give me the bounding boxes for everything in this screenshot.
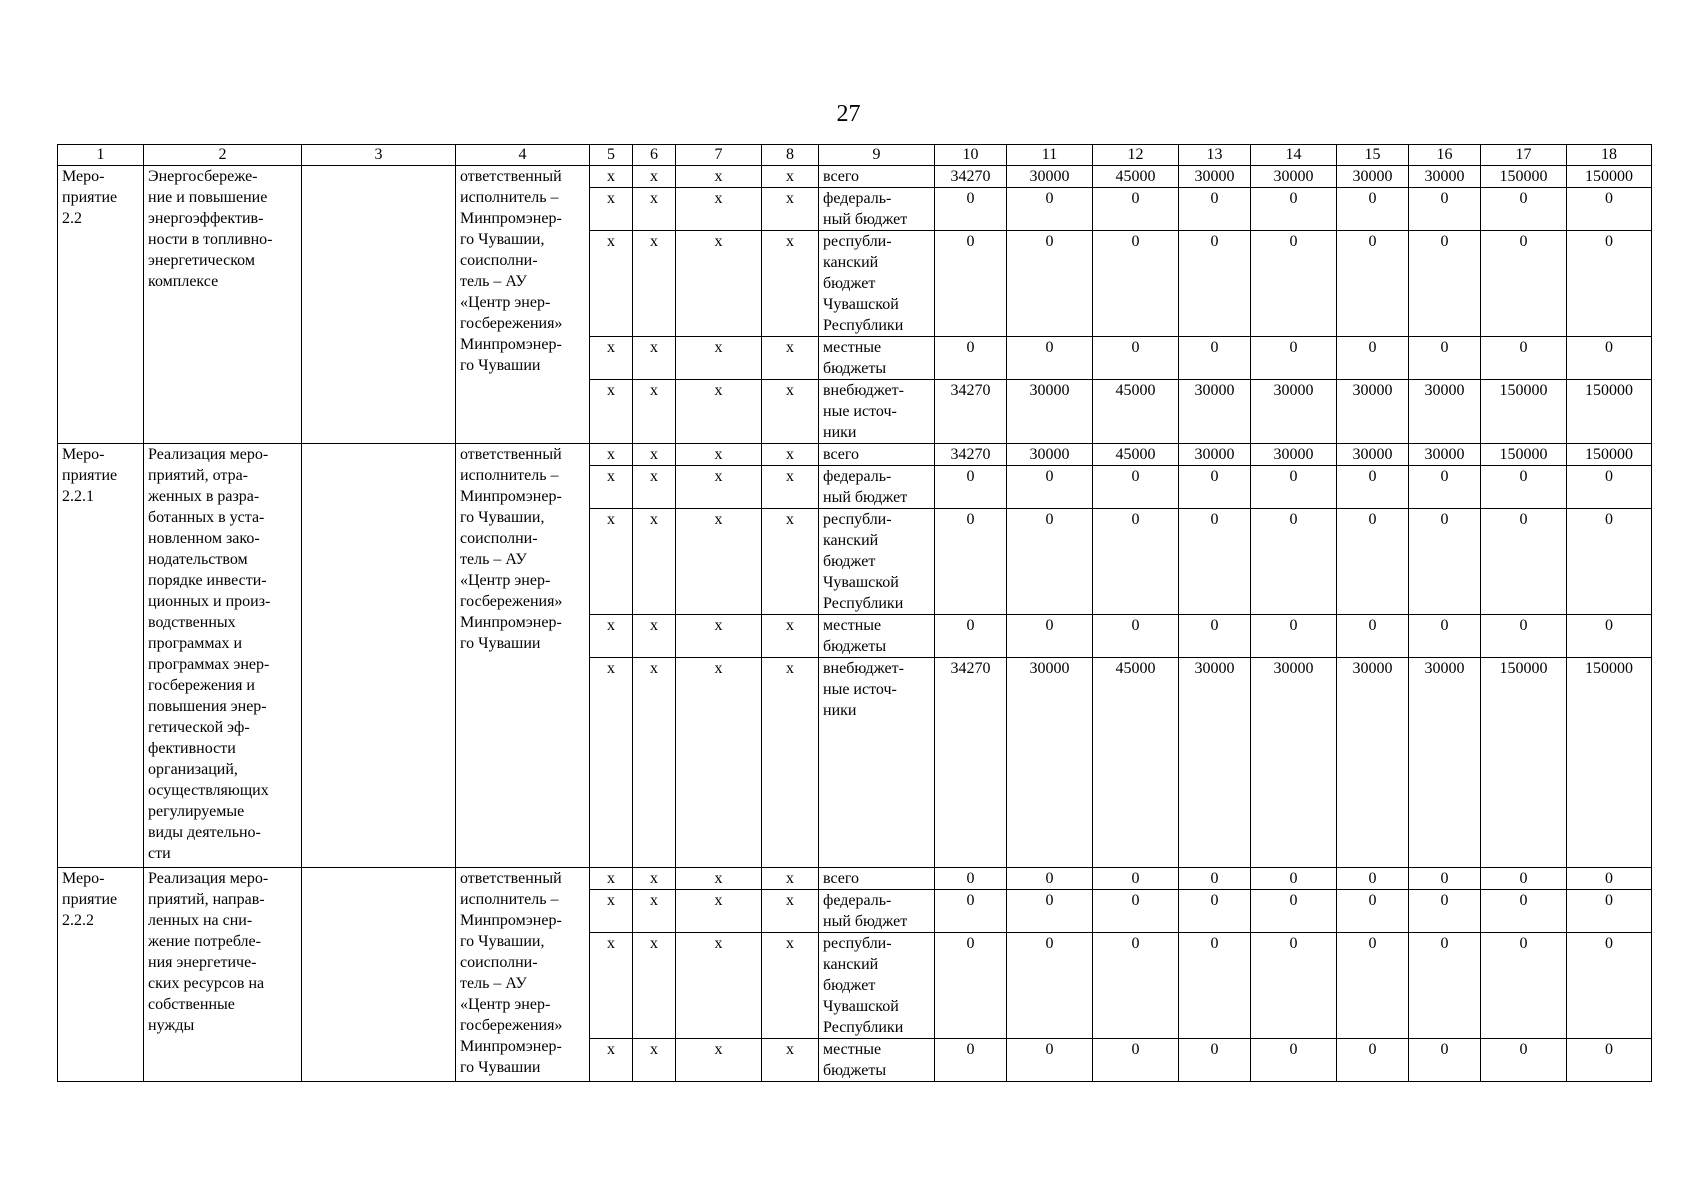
value-cell: 30000 [1179,380,1251,444]
executor-cell: ответственный исполнитель – Минпромэнер- го Чувашии, соисполни- тель – АУ «Центр энер- госбережения» Минпромэнер- го Чувашии [456,444,590,868]
x-mark-cell: x [590,509,633,615]
value-cell: 0 [1409,188,1481,231]
x-mark-cell: x [590,188,633,231]
x-mark-cell: x [633,337,676,380]
x-mark-cell: x [676,509,762,615]
value-cell: 0 [1007,868,1093,890]
value-cell: 0 [1093,868,1179,890]
value-cell: 0 [1007,466,1093,509]
x-mark-cell: x [633,615,676,658]
value-cell: 30000 [1409,166,1481,188]
value-cell: 0 [1093,466,1179,509]
value-cell: 0 [1251,890,1337,933]
value-cell: 0 [1337,188,1409,231]
value-cell: 0 [1409,509,1481,615]
value-cell: 0 [1007,615,1093,658]
value-cell: 0 [1409,231,1481,337]
value-cell: 0 [1481,509,1567,615]
value-cell: 0 [1409,933,1481,1039]
x-mark-cell: x [590,868,633,890]
funding-source: внебюджет- ные источ- ники [819,380,935,444]
x-mark-cell: x [676,188,762,231]
value-cell: 0 [1093,337,1179,380]
value-cell: 0 [1409,890,1481,933]
value-cell: 150000 [1567,380,1652,444]
value-cell: 150000 [1567,166,1652,188]
x-mark-cell: x [633,231,676,337]
funding-source: всего [819,444,935,466]
value-cell: 0 [1251,188,1337,231]
x-mark-cell: x [762,1039,819,1082]
value-cell: 45000 [1093,380,1179,444]
funding-source: внебюджет- ные источ- ники [819,658,935,868]
x-mark-cell: x [762,188,819,231]
value-cell: 150000 [1567,658,1652,868]
x-mark-cell: x [762,868,819,890]
value-cell: 0 [1337,466,1409,509]
x-mark-cell: x [590,231,633,337]
x-mark-cell: x [633,444,676,466]
x-mark-cell: x [590,337,633,380]
value-cell: 0 [1481,615,1567,658]
funding-source: всего [819,868,935,890]
value-cell: 0 [1337,337,1409,380]
x-mark-cell: x [590,444,633,466]
value-cell: 0 [1481,231,1567,337]
header-cell: 3 [302,145,456,166]
value-cell: 150000 [1481,380,1567,444]
value-cell: 0 [1093,231,1179,337]
executor-cell: ответственный исполнитель – Минпромэнер- го Чувашии, соисполни- тель – АУ «Центр энер- госбережения» Минпромэнер- го Чувашии [456,868,590,1082]
value-cell: 0 [1409,615,1481,658]
value-cell: 0 [1251,615,1337,658]
x-mark-cell: x [590,615,633,658]
x-mark-cell: x [762,166,819,188]
value-cell: 150000 [1481,444,1567,466]
x-mark-cell: x [633,890,676,933]
header-cell: 14 [1251,145,1337,166]
header-cell: 8 [762,145,819,166]
value-cell: 30000 [1409,444,1481,466]
value-cell: 30000 [1007,380,1093,444]
value-cell: 30000 [1007,444,1093,466]
x-mark-cell: x [762,658,819,868]
value-cell: 0 [1179,188,1251,231]
value-cell: 0 [1481,1039,1567,1082]
x-mark-cell: x [633,868,676,890]
value-cell: 30000 [1007,658,1093,868]
value-cell: 0 [1409,868,1481,890]
value-cell: 30000 [1409,380,1481,444]
value-cell: 0 [1251,1039,1337,1082]
value-cell: 0 [1481,188,1567,231]
value-cell: 150000 [1567,444,1652,466]
value-cell: 0 [1093,509,1179,615]
page-number: 27 [836,101,861,127]
x-mark-cell: x [676,890,762,933]
value-cell: 0 [1481,933,1567,1039]
value-cell: 30000 [1409,658,1481,868]
x-mark-cell: x [762,933,819,1039]
value-cell: 0 [1567,188,1652,231]
value-cell: 0 [1481,868,1567,890]
value-cell: 30000 [1179,444,1251,466]
value-cell: 0 [1337,1039,1409,1082]
x-mark-cell: x [762,890,819,933]
x-mark-cell: x [590,933,633,1039]
x-mark-cell: x [676,615,762,658]
value-cell: 150000 [1481,658,1567,868]
funding-source: республи- канский бюджет Чувашской Республики [819,509,935,615]
value-cell: 0 [935,466,1007,509]
header-cell: 5 [590,145,633,166]
value-cell: 45000 [1093,658,1179,868]
measure-number: Меро- приятие 2.2.2 [58,868,144,1082]
value-cell: 0 [1179,509,1251,615]
value-cell: 0 [935,1039,1007,1082]
value-cell: 0 [1337,890,1409,933]
header-cell: 11 [1007,145,1093,166]
x-mark-cell: x [676,1039,762,1082]
value-cell: 0 [1007,337,1093,380]
value-cell: 0 [935,933,1007,1039]
value-cell: 0 [1567,509,1652,615]
header-row [58,145,1652,166]
table-row [58,868,1652,890]
funding-source: местные бюджеты [819,615,935,658]
value-cell: 30000 [1179,658,1251,868]
empty-cell [302,166,456,444]
value-cell: 0 [1567,868,1652,890]
value-cell: 0 [1179,890,1251,933]
value-cell: 0 [1179,231,1251,337]
value-cell: 34270 [935,444,1007,466]
value-cell: 150000 [1481,166,1567,188]
value-cell: 0 [1481,337,1567,380]
value-cell: 30000 [1251,166,1337,188]
value-cell: 0 [1337,933,1409,1039]
value-cell: 0 [1337,615,1409,658]
empty-cell [302,868,456,1082]
header-cell: 2 [144,145,302,166]
value-cell: 0 [1251,509,1337,615]
x-mark-cell: x [676,658,762,868]
x-mark-cell: x [762,231,819,337]
value-cell: 0 [935,337,1007,380]
value-cell: 0 [1179,1039,1251,1082]
value-cell: 30000 [1251,380,1337,444]
funding-source: республи- канский бюджет Чувашской Республики [819,933,935,1039]
x-mark-cell: x [676,380,762,444]
value-cell: 0 [935,231,1007,337]
value-cell: 30000 [1007,166,1093,188]
value-cell: 30000 [1337,380,1409,444]
budget-table [57,144,1652,1082]
x-mark-cell: x [762,337,819,380]
x-mark-cell: x [676,337,762,380]
value-cell: 0 [1093,890,1179,933]
value-cell: 0 [1409,1039,1481,1082]
header-cell: 15 [1337,145,1409,166]
measure-name: Реализация меро- приятий, направ- ленных на сни- жение потребле- ния энергетиче- ских ресурсов на собственные нужды [144,868,302,1082]
value-cell: 0 [1567,933,1652,1039]
x-mark-cell: x [762,444,819,466]
value-cell: 0 [1179,615,1251,658]
header-cell: 1 [58,145,144,166]
value-cell: 0 [1093,1039,1179,1082]
empty-cell [302,444,456,868]
value-cell: 0 [1567,466,1652,509]
value-cell: 0 [1007,1039,1093,1082]
value-cell: 0 [1567,615,1652,658]
header-cell: 9 [819,145,935,166]
value-cell: 30000 [1337,658,1409,868]
header-cell: 17 [1481,145,1567,166]
value-cell: 0 [935,868,1007,890]
value-cell: 0 [1007,890,1093,933]
value-cell: 30000 [1251,444,1337,466]
value-cell: 0 [1481,466,1567,509]
measure-name: Реализация меро- приятий, отра- женных в разра- ботанных в уста- новленном зако- нодательством порядке инвести- ционных и произ- водственных программах и программах энер- госбережения и повышения энер- гетической эф- фективности организаций, осуществляющих регулируемые виды деятельно- сти [144,444,302,868]
value-cell: 0 [1179,933,1251,1039]
x-mark-cell: x [762,509,819,615]
header-cell: 12 [1093,145,1179,166]
table-row [58,166,1652,188]
x-mark-cell: x [762,615,819,658]
value-cell: 30000 [1337,444,1409,466]
value-cell: 0 [1337,509,1409,615]
value-cell: 0 [1007,188,1093,231]
value-cell: 34270 [935,380,1007,444]
value-cell: 0 [1093,188,1179,231]
header-cell: 4 [456,145,590,166]
value-cell: 0 [935,188,1007,231]
value-cell: 0 [1567,231,1652,337]
value-cell: 30000 [1251,658,1337,868]
header-cell: 13 [1179,145,1251,166]
value-cell: 30000 [1179,166,1251,188]
x-mark-cell: x [762,466,819,509]
value-cell: 0 [935,509,1007,615]
x-mark-cell: x [590,1039,633,1082]
x-mark-cell: x [633,933,676,1039]
value-cell: 0 [1251,933,1337,1039]
header-cell: 10 [935,145,1007,166]
x-mark-cell: x [633,380,676,444]
value-cell: 0 [1567,890,1652,933]
header-cell: 7 [676,145,762,166]
value-cell: 0 [1093,933,1179,1039]
funding-source: местные бюджеты [819,1039,935,1082]
value-cell: 0 [1567,1039,1652,1082]
x-mark-cell: x [676,933,762,1039]
funding-source: всего [819,166,935,188]
header-cell: 6 [633,145,676,166]
measure-number: Меро- приятие 2.2.1 [58,444,144,868]
value-cell: 0 [1007,231,1093,337]
x-mark-cell: x [633,509,676,615]
value-cell: 45000 [1093,166,1179,188]
x-mark-cell: x [676,166,762,188]
x-mark-cell: x [676,444,762,466]
value-cell: 0 [1481,890,1567,933]
x-mark-cell: x [590,380,633,444]
value-cell: 0 [1251,337,1337,380]
measure-number: Меро- приятие 2.2 [58,166,144,444]
value-cell: 34270 [935,166,1007,188]
value-cell: 0 [1007,509,1093,615]
value-cell: 0 [935,615,1007,658]
value-cell: 0 [1409,466,1481,509]
funding-source: федераль- ный бюджет [819,188,935,231]
x-mark-cell: x [633,166,676,188]
x-mark-cell: x [633,658,676,868]
funding-source: федераль- ный бюджет [819,890,935,933]
value-cell: 30000 [1337,166,1409,188]
x-mark-cell: x [676,231,762,337]
x-mark-cell: x [762,380,819,444]
measure-name: Энергосбереже- ние и повышение энергоэффектив- ности в топливно- энергетическом комплексе [144,166,302,444]
value-cell: 0 [1179,337,1251,380]
executor-cell: ответственный исполнитель – Минпромэнер- го Чувашии, соисполни- тель – АУ «Центр энер- госбережения» Минпромэнер- го Чувашии [456,166,590,444]
x-mark-cell: x [633,466,676,509]
table-row [58,444,1652,466]
value-cell: 0 [935,890,1007,933]
value-cell: 0 [1093,615,1179,658]
value-cell: 0 [1007,933,1093,1039]
header-cell: 16 [1409,145,1481,166]
value-cell: 0 [1251,868,1337,890]
value-cell: 0 [1251,466,1337,509]
funding-source: местные бюджеты [819,337,935,380]
x-mark-cell: x [590,466,633,509]
value-cell: 0 [1179,466,1251,509]
value-cell: 0 [1337,868,1409,890]
x-mark-cell: x [633,188,676,231]
value-cell: 34270 [935,658,1007,868]
x-mark-cell: x [676,466,762,509]
value-cell: 0 [1251,231,1337,337]
value-cell: 0 [1179,868,1251,890]
value-cell: 0 [1567,337,1652,380]
x-mark-cell: x [633,1039,676,1082]
funding-source: федераль- ный бюджет [819,466,935,509]
funding-source: республи- канский бюджет Чувашской Республики [819,231,935,337]
value-cell: 0 [1337,231,1409,337]
value-cell: 0 [1409,337,1481,380]
x-mark-cell: x [676,868,762,890]
x-mark-cell: x [590,890,633,933]
x-mark-cell: x [590,658,633,868]
header-cell: 18 [1567,145,1652,166]
value-cell: 45000 [1093,444,1179,466]
x-mark-cell: x [590,166,633,188]
